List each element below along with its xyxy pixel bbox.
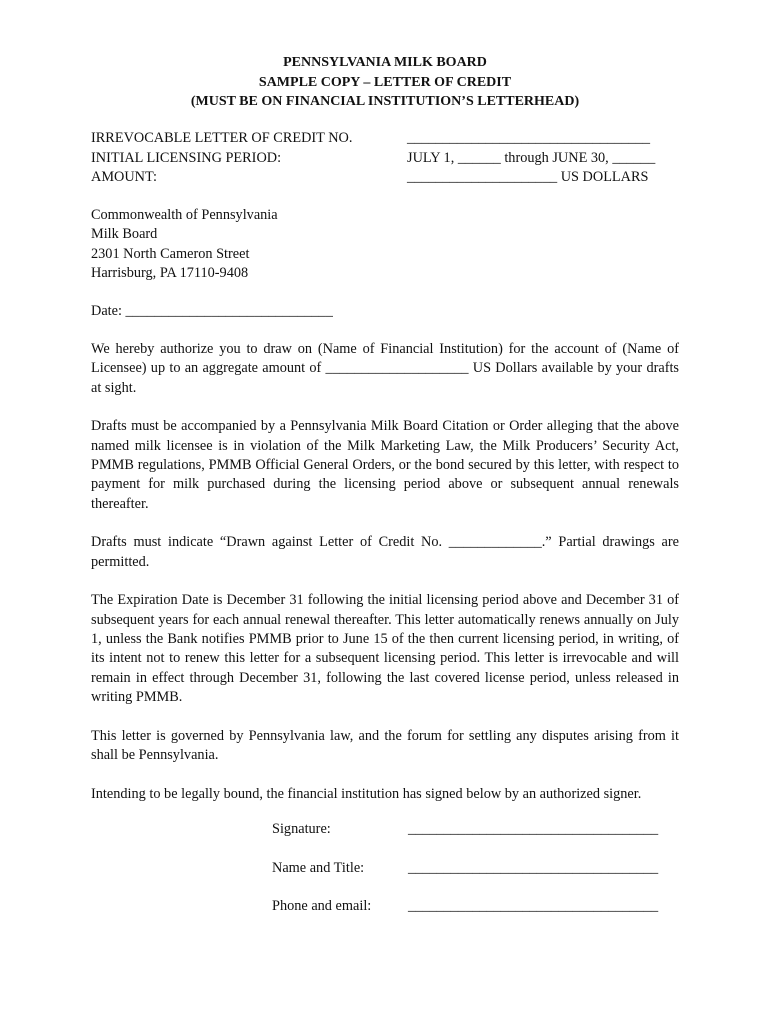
info-label: AMOUNT: <box>91 169 158 185</box>
address-line: 2301 North Cameron Street <box>91 245 250 262</box>
address-line: Milk Board <box>91 226 158 243</box>
amount-field: _____________________ US DOLLARS <box>407 169 649 185</box>
phone-email-label: Phone and email: <box>272 898 372 914</box>
address-line: Commonwealth of Pennsylvania <box>91 207 278 223</box>
address-line: Harrisburg, PA 17110-9408 <box>91 264 249 281</box>
info-row-licensing-period <box>91 149 681 169</box>
info-row-credit-no <box>91 129 681 149</box>
body-paragraph: We hereby authorize you to draw on (Name of Financial Institution) for the account of (Name of Licensee) up to an aggregate amount of ____________________ US Dollars available by your drafts at sight. <box>91 341 679 396</box>
phone-email-line: ___________________________________ <box>408 898 659 914</box>
date-line: Date: _____________________________ <box>91 303 333 319</box>
signature-row <box>272 820 682 859</box>
recipient-address <box>91 206 278 283</box>
name-title-line: ___________________________________ <box>408 859 659 876</box>
document-header <box>0 53 770 112</box>
body-paragraph: Drafts must be accompanied by a Pennsylvania Milk Board Citation or Order alleging that the above named milk licensee is in violation of the Milk Marketing Law, the Milk Producers’ Security Act, PMMB regulations, PMMB Official General Orders, or the bond secured by this letter, with respect to payment for milk purchased during the licensing period above or subsequent annual renewals thereafter. <box>91 418 679 512</box>
body-paragraph: The Expiration Date is December 31 following the initial licensing period above and December 31 of subsequent years for each annual renewal thereafter. This letter automatically renews annually on July 1, unless the Bank notifies PMMB prior to June 15 of the then current licensing period, in writing, of its intent not to renew this letter for a subsequent licensing period. This letter is irrevocable and will remain in effect through December 31, following the last covered license period, unless released in writing PMMB. <box>91 592 679 705</box>
body-paragraph: Drafts must indicate “Drawn against Letter of Credit No. _____________.” Partial drawings are permitted. <box>91 534 679 570</box>
info-row-amount <box>91 168 681 188</box>
info-label: INITIAL LICENSING PERIOD: <box>91 149 282 166</box>
credit-info-block <box>91 129 681 188</box>
name-title-label: Name and Title: <box>272 859 365 876</box>
phone-email-row <box>272 897 682 936</box>
letter-body <box>91 340 679 824</box>
name-title-row <box>272 859 682 898</box>
header-note: (MUST BE ON FINANCIAL INSTITUTION’S LETTERHEAD) <box>190 94 580 109</box>
header-subtitle: SAMPLE COPY – LETTER OF CREDIT <box>258 74 512 90</box>
signature-label: Signature: <box>272 821 331 837</box>
licensing-period-field: JULY 1, ______ through JUNE 30, ______ <box>407 149 656 166</box>
signature-block <box>272 820 682 936</box>
body-paragraph: This letter is governed by Pennsylvania law, and the forum for settling any disputes arising from it shall be Pennsylvania. <box>91 727 679 764</box>
header-title: PENNSYLVANIA MILK BOARD <box>283 55 487 70</box>
body-paragraph: Intending to be legally bound, the financial institution has signed below by an authorized signer. <box>91 785 642 802</box>
credit-no-field: __________________________________ <box>407 130 651 146</box>
info-label: IRREVOCABLE LETTER OF CREDIT NO. <box>91 130 353 146</box>
signature-line: ___________________________________ <box>408 821 659 837</box>
